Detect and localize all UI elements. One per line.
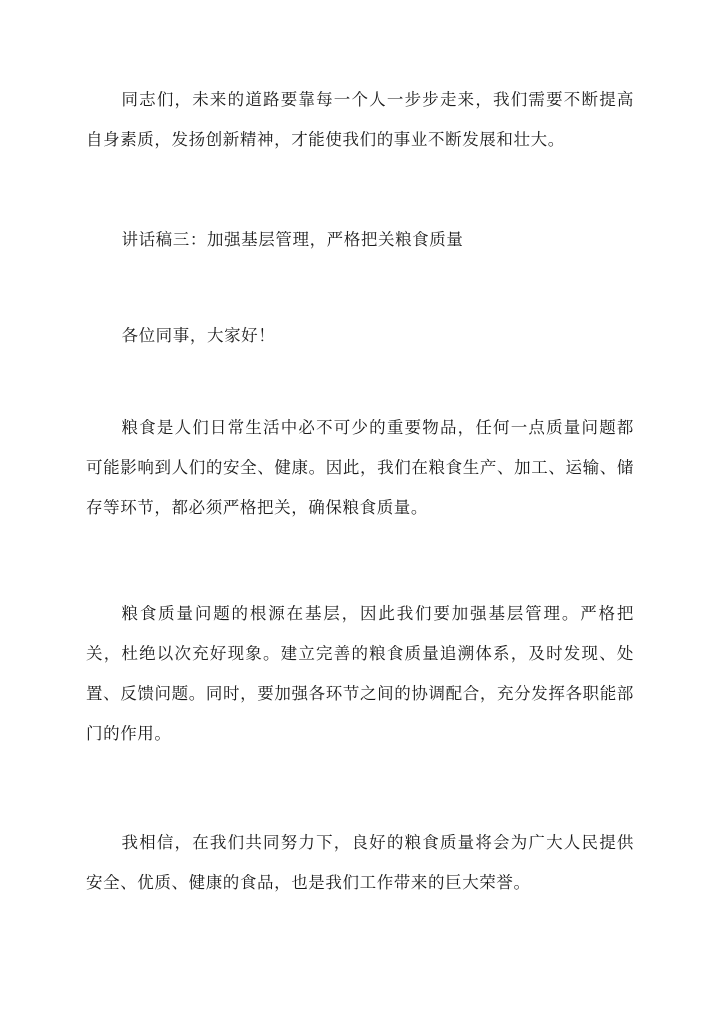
closing-paragraph: 同志们，未来的道路要靠每一个人一步步走来，我们需要不断提高自身素质，发扬创新精神，才能使我们的事业不断发展和壮大。 [86,90,634,149]
speech-title: 讲话稿三：加强基层管理，严格把关粮食质量 [121,230,464,249]
greeting: 各位同事，大家好！ [121,326,276,345]
body-paragraph: 粮食质量问题的根源在基层，因此我们要加强基层管理。严格把关，杜绝以次充好现象。建立完善的粮食质量追溯体系，及时发现、处置、反馈问题。同时，要加强各环节之间的协调配合，充分发挥各职能部门的作用。 [86,604,634,743]
body-paragraph: 粮食是人们日常生活中必不可少的重要物品，任何一点质量问题都可能影响到人们的安全、健康。因此，我们在粮食生产、加工、运输、储存等环节，都必须严格把关，确保粮食质量。 [86,418,634,517]
body-paragraph: 我相信，在我们共同努力下，良好的粮食质量将会为广大人民提供安全、优质、健康的食品，也是我们工作带来的巨大荣誉。 [86,833,634,892]
